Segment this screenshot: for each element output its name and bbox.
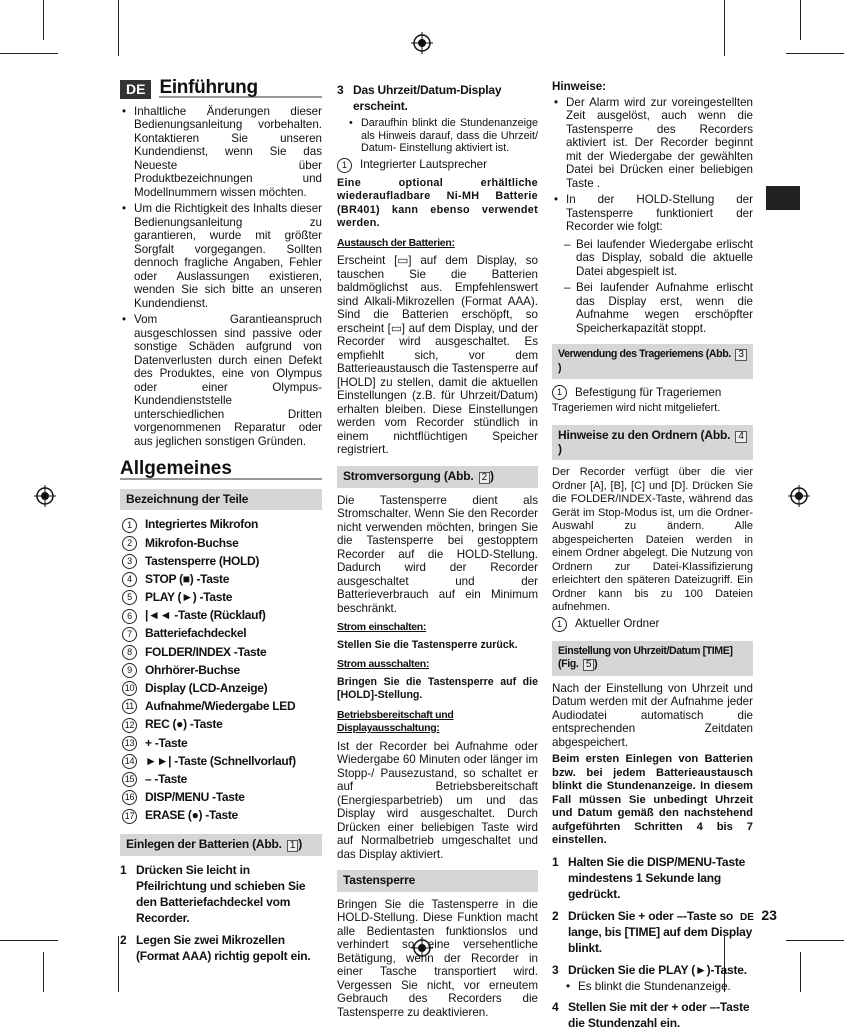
crop-mark (43, 952, 44, 992)
paragraph: Bringen Sie die Tastensperre in die HOLD-Stellung. Diese Funktion macht alle Bedientasten funktionslos und verhindert so eine versehentliche Betätigung, wenn der Recorder in einer Tasche transportiert wird. Vergessen Sie nicht, vor erneutem Gebrauch des Recorders die Tastensperre zu deaktivieren. (337, 897, 538, 1019)
list-item (120, 589, 322, 607)
list-item: • Der Alarm wird zur voreingestellten Zeit ausgelöst, auch wenn die Tastensperre des Recorders aktiviert ist. Der Recorder beginnt mit der Wiedergabe der gewählten Datei bei Drücken einer beliebigen Taste . (566, 96, 753, 191)
note-list (552, 980, 753, 994)
crop-mark (118, 936, 119, 992)
crop-mark (800, 0, 801, 40)
footer-lang: DE (740, 912, 754, 923)
crop-mark (0, 53, 58, 54)
list-item: – Bei laufender Wiedergabe erlischt das Display, sobald die aktuelle Datei abgespielt ist. (576, 238, 753, 279)
list-item (120, 516, 322, 534)
page-footer (740, 907, 777, 925)
batteries-bar: Einlegen der Batterien (Abb. 1 ) (120, 834, 322, 856)
lang-badge: DE (120, 80, 151, 99)
number-badge: 13 (122, 736, 137, 751)
list-item (120, 571, 322, 589)
list-item (120, 807, 322, 825)
list-item (120, 680, 322, 698)
number-badge: 10 (122, 681, 137, 696)
list-item: • Um die Richtigkeit des Inhalts dieser Bedienungsanleitung zu garantieren, wurde mit größter Sorgfalt vorgegangen. Sollten dennoch fragliche Angaben, Fehler oder Auslassungen existieren, wenden Sie sich bitte an unseren Kundendienst. (134, 202, 322, 310)
paragraph: Die Tastensperre dient als Stromschalter. Wenn Sie den Recorder nicht verwenden möchten, bringen Sie die Tastensperre bei gestopptem Recorder auf die HOLD-Stellung. Dadurch wird der Recorder ausgeschaltet und der Batterieverbrauch auf ein Minimum beschränkt. (337, 493, 538, 615)
number-badge: 8 (122, 645, 137, 660)
number-badge: 11 (122, 699, 137, 714)
crop-mark (0, 940, 58, 941)
column-1 (120, 76, 322, 964)
number-badge: 2 (122, 536, 137, 551)
figure-ref: 4 (735, 431, 746, 443)
figure-ref: 2 (479, 472, 490, 484)
number-badge: 14 (122, 754, 137, 769)
step-3: 3 Drücken Sie die PLAY (►)-Taste. (552, 962, 747, 977)
list-item: • Vom Garantieanspruch ausgeschlossen sind passive oder sonstige Schäden aufgrund von Datenverlusten durch einen Defekt des Produktes, eine von Olympus oder einer Olympus-Kundendienststelle unterschiedlichen Dritten vorgenommenen Reparatur oder aus jeglichen sonstigen Gründen. (134, 313, 322, 448)
column-3 (552, 80, 753, 1031)
section-header (120, 76, 322, 99)
figure-ref: 1 (287, 840, 298, 852)
step-text: Stellen Sie mit der + oder –-Taste die Stundenzahl ein. (568, 1000, 750, 1030)
subheading: Strom einschalten: (337, 621, 427, 633)
number-badge: 17 (122, 809, 137, 824)
number-badge: 4 (122, 572, 137, 587)
subheading: Strom ausschalten: (337, 658, 430, 670)
crop-mark (118, 0, 119, 56)
step-text: Legen Sie zwei Mikrozellen (Format AAA) richtig gepolt ein. (136, 933, 311, 964)
intro-list (120, 105, 322, 449)
number-badge: 16 (122, 790, 137, 805)
item-text: Integrierter Lautsprecher (360, 158, 487, 172)
crop-mark (800, 952, 801, 992)
step-text: Halten Sie die DISP/MENU-Taste mindestens 1 Sekunde lang gedrückt. (568, 854, 746, 901)
number-badge: 12 (122, 718, 137, 733)
tasten-bar: Tastensperre (337, 870, 538, 892)
subheading: Hinweise: (552, 80, 607, 93)
paragraph: Ist der Recorder bei Aufnahme oder Wiedergabe 60 Minuten oder länger im Stopp-/ Pausezustand, so schaltet er auf Betriebsbereitschaft (Energiesparbetrieb) um und das Display wird ausgeschaltet. Durch Drücken einer beliebigen Taste wird auf Normalbetrieb umgeschaltet und das Display aktiviert. (337, 739, 538, 861)
part-label: Batteriefachdeckel (145, 626, 247, 641)
crop-mark (43, 0, 44, 40)
uhr-bar: Einstellung von Uhrzeit/Datum [TIME] (Fig. 5 ) (552, 641, 753, 676)
list-item: • Es blinkt die Stundenanzeige. (578, 980, 753, 994)
list-item: – Bei laufender Aufnahme erlischt das Display erst, wenn die Aufnahme wegen erschöpfter Speicherkapazität stoppt. (576, 281, 753, 335)
list-item (120, 734, 322, 752)
list-item: • Daraufhin blinkt die Stundenanzeige als Hinweis darauf, dass die Uhrzeit/ Datum- Einstellung aktiviert ist. (361, 117, 538, 155)
number-badge: 1 (122, 518, 137, 533)
paragraph: Der Recorder verfügt über die vier Ordner [A], [B], [C] und [D]. Drücken Sie die FOLDER/INDEX-Taste, während das Gerät im Stop-Modus ist, um die Ordner-Auswahl zu ändern. Alle abgespeicherten Dateien werden in einem Ordner abgelegt. Die Nutzung von Ordnern zur Datei-Klassifizierung erleichtert den späteren Dateizugriff. Ein Ordner kann bis zu 100 Dateien aufnehmen. (552, 466, 753, 613)
number-badge: 3 (122, 554, 137, 569)
list-item (120, 789, 322, 807)
bar-label: Einlegen der Batterien (Abb. (126, 837, 282, 852)
subheading: Betriebsbereitschaft und Displayausschaltung: (337, 708, 454, 734)
list-item: • Inhaltliche Änderungen dieser Bedienungsanleitung vorbehalten. Kontaktieren Sie unseren Kundendienst, wenn Sie das Neueste über Produktbezeichnungen und Modellnummern wissen möchten. (134, 105, 322, 200)
part-label: – -Taste (145, 771, 188, 786)
number-badge: 15 (122, 772, 137, 787)
part-label: Mikrofon-Buchse (145, 535, 239, 550)
registration-mark-icon (34, 485, 56, 507)
numbered-item (337, 158, 538, 173)
section-title: Allgemeines (120, 462, 322, 480)
strom-bar: Stromversorgung (Abb. 2 ) (337, 466, 538, 488)
list-item (120, 625, 322, 643)
paragraph: Trageriemen wird nicht mitgeliefert. (552, 402, 721, 414)
part-label: FOLDER/INDEX -Taste (145, 644, 267, 659)
figure-ref: 3 (735, 349, 746, 361)
number-badge: 5 (122, 590, 137, 605)
numbered-item (552, 617, 753, 632)
page-number: 23 (761, 907, 777, 923)
part-label: + -Taste (145, 735, 188, 750)
part-label: DISP/MENU -Taste (145, 790, 245, 805)
paragraph: Nach der Einstellung von Uhrzeit und Datum werden mit der Aufnahme jeder Audiodatei automatisch die entsprechenden Zeitdaten abgespeichert. (552, 681, 753, 749)
hinweise-list (552, 96, 753, 234)
bar-label: Einstellung von Uhrzeit/Datum [TIME] (Fig. (558, 644, 733, 670)
step-text: Das Uhrzeit/Datum-Display erscheint. (353, 83, 502, 113)
page-title: Einführung (159, 81, 322, 99)
registration-mark-icon (411, 32, 433, 54)
step-3: 3 Das Uhrzeit/Datum-Display erscheint. (337, 82, 538, 114)
registration-mark-icon (788, 485, 810, 507)
step-2: 2 Legen Sie zwei Mikrozellen (Format AAA) richtig gepolt ein. (120, 932, 322, 964)
part-label: Integriertes Mikrofon (145, 517, 259, 532)
number-badge: 9 (122, 663, 137, 678)
step-2: 2 Drücken Sie + oder –-Taste so lange, bis [TIME] auf dem Display blinkt. (552, 908, 753, 955)
bar-label: Stromversorgung (Abb. (343, 468, 474, 483)
bar-label: Verwendung des Trageriemens (Abb. (558, 348, 731, 360)
crop-mark (724, 0, 725, 56)
part-label: Aufnahme/Wiedergabe LED (145, 699, 296, 714)
parts-bar: Bezeichnung der Teile (120, 489, 322, 511)
column-2 (337, 80, 538, 1019)
part-label: Display (LCD-Anzeige) (145, 681, 268, 696)
figure-ref: 5 (583, 659, 594, 671)
part-label: Tastensperre (HOLD) (145, 553, 260, 568)
step-1: 1 Drücken Sie leicht in Pfeilrichtung und schieben Sie den Batteriefachdeckel vom Recorder. (120, 862, 322, 926)
paragraph: Beim ersten Einlegen von Batterien bzw. bei jedem Batterieaustausch blinkt die Stundenanzeige. In diesem Fall müssen Sie unbedingt Uhrzeit und Datum gemäß den nachstehend aufgeführten Schritten 4 bis 7 einstellen. (552, 753, 753, 846)
part-label: PLAY (►) -Taste (145, 590, 233, 605)
number-badge: 7 (122, 627, 137, 642)
item-text: Aktueller Ordner (575, 617, 660, 631)
list-item (120, 534, 322, 552)
note-text: Eine optional erhältliche wiederaufladbare Ni-MH Batterie (BR401) kann ebenso verwendet werden. (337, 176, 538, 229)
list-item (120, 607, 322, 625)
list-item (120, 752, 322, 770)
paragraph: Stellen Sie die Tastensperre zurück. (337, 638, 518, 651)
number-badge: 1 (552, 385, 567, 400)
part-label: Ohrhörer-Buchse (145, 662, 240, 677)
step-text: Drücken Sie die PLAY (►)-Taste. (568, 962, 747, 977)
step-text: Drücken Sie leicht in Pfeilrichtung und schieben Sie den Batteriefachdeckel vom Recorder. (136, 863, 306, 926)
part-label: |◄◄ -Taste (Rücklauf) (145, 608, 266, 623)
number-badge: 6 (122, 609, 137, 624)
note-list (337, 117, 538, 155)
list-item (120, 698, 322, 716)
bar-label: Hinweise zu den Ordnern (Abb. (558, 427, 731, 442)
paragraph: Erscheint [▭] auf dem Display, so tauschen Sie die Batterien baldmöglichst aus. Empfehlenswert sind Alkali-Mikrozellen (Format AAA). Sind die Batterien erschöpft, so erscheint [▭] auf dem Display, und der Recorder wird ausgeschaltet. Es empfiehlt sich, vor dem Batterieaustausch die Tastensperre auf [HOLD] zu stellen, damit die aktuellen Einstellungen (z.B. für Uhrzeit/Datum) erhalten bleiben. Diese Einstellungen werden vom Recorder stündlich in einem nichtflüchtigen Speicher registriert. (337, 254, 538, 456)
list-item: • In der HOLD-Stellung der Tastensperre funktioniert der Recorder wie folgt: (566, 193, 753, 234)
list-item (120, 643, 322, 661)
part-label: REC (●) -Taste (145, 717, 223, 732)
list-item (120, 662, 322, 680)
numbered-item (552, 385, 753, 400)
number-badge: 1 (552, 617, 567, 632)
crop-mark (786, 53, 844, 54)
subheading: Austausch der Batterien: (337, 236, 455, 249)
list-item (120, 716, 322, 734)
list-item (120, 771, 322, 789)
paragraph: Bringen Sie die Tastensperre auf die [HOLD]-Stellung. (337, 675, 538, 701)
dash-list (552, 238, 753, 336)
chapter-tab (766, 186, 800, 210)
part-label: STOP (■) -Taste (145, 571, 230, 586)
step-text: Drücken Sie + oder –-Taste so lange, bis [TIME] auf dem Display blinkt. (568, 908, 753, 955)
crop-mark (786, 940, 844, 941)
parts-list (120, 516, 322, 825)
step-1: 1 Halten Sie die DISP/MENU-Taste mindestens 1 Sekunde lang gedrückt. (552, 854, 753, 902)
part-label: ERASE (●) -Taste (145, 808, 238, 823)
trage-bar: Verwendung des Trageriemens (Abb. 3) (552, 344, 753, 379)
item-text: Befestigung für Trageriemen (575, 385, 722, 399)
list-item (120, 552, 322, 570)
part-label: ►►| -Taste (Schnellvorlauf) (145, 753, 296, 768)
number-badge: 1 (337, 158, 352, 173)
step-4: 4 Stellen Sie mit der + oder –-Taste die Stundenzahl ein. (552, 999, 753, 1031)
ordner-bar: Hinweise zu den Ordnern (Abb. 4) (552, 425, 753, 461)
